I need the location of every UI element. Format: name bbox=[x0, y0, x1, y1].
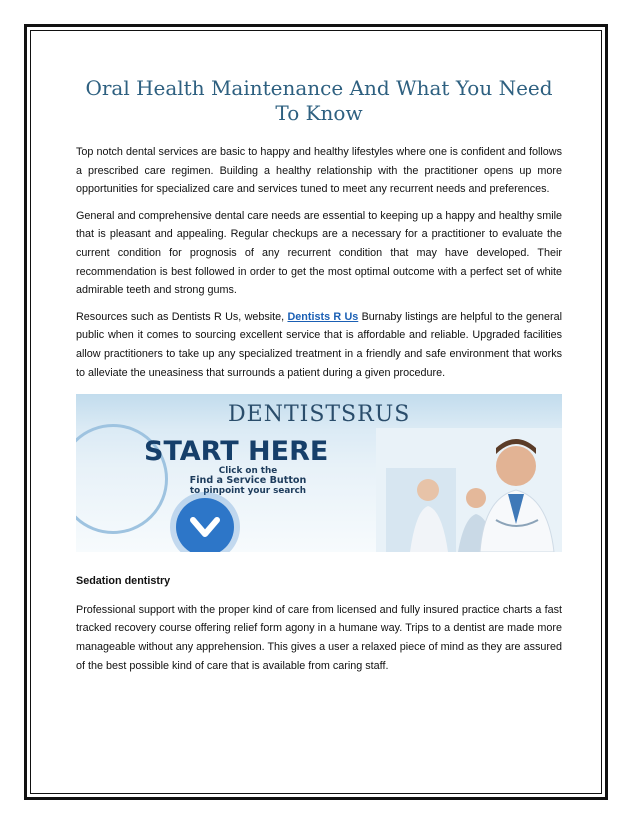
document-title: Oral Health Maintenance And What You Need To Know bbox=[85, 76, 553, 125]
dentists-r-us-banner[interactable] bbox=[76, 394, 562, 552]
chevron-down-icon bbox=[176, 498, 234, 552]
dentists-r-us-link[interactable]: Dentists R Us bbox=[287, 310, 359, 323]
banner-service-button[interactable] bbox=[176, 498, 234, 552]
resources-text-before: Resources such as Dentists R Us, website, bbox=[76, 310, 288, 323]
paragraph-resources bbox=[76, 308, 562, 382]
section-heading-sedation: Sedation dentistry bbox=[76, 575, 171, 588]
paragraph-general-care: General and comprehensive dental care needs are essential to keeping up a happy and healthy smile that is pleasant and appealing. Regular checkups are a necessary for a practitioner to evaluate the current condition for prognosis of any recurrent condition that may have developed. Their recommendation is best followed in order to get the most optimal outcome with a perfect set of white admirable teeth and strong gums. bbox=[76, 209, 562, 297]
banner-line-3: to pinpoint your search bbox=[189, 486, 307, 497]
banner-instructions bbox=[178, 466, 318, 496]
banner-brand-logo: DENTISTSRUS bbox=[228, 402, 411, 428]
resources-text-after: Burnaby listings are helpful to the general public when it comes to sourcing excellent service that is affordable and reliable. Upgraded facilities allow practitioners to take up any specialized treatment in a friendly and safe environment that works to alleviate the uneasiness that surrounds a patient during a given procedure. bbox=[76, 310, 563, 379]
paragraph-intro: Top notch dental services are basic to happy and healthy lifestyles where one is confident and follows a prescribed care regimen. Building a healthy relationship with the practitioner opens up more opportunities for specialized care and services tuned to meet any recurrent needs and preferences. bbox=[76, 146, 562, 196]
paragraph-sedation: Professional support with the proper kind of care from licensed and fully insured practice charts a fast tracked recovery course offering relief form agony in a humane way. Trips to a dentist are made more manageable without any apprehension. This gives a user a relaxed piece of mind as they are assured of the best possible kind of care that is available from caring staff. bbox=[76, 603, 562, 672]
banner-line-2: Find a Service Button bbox=[189, 475, 307, 487]
banner-headline: START HERE bbox=[144, 436, 329, 468]
banner-dentist-photo bbox=[376, 428, 562, 552]
document-body bbox=[76, 76, 562, 683]
banner-line-1: Click on the bbox=[218, 466, 278, 477]
